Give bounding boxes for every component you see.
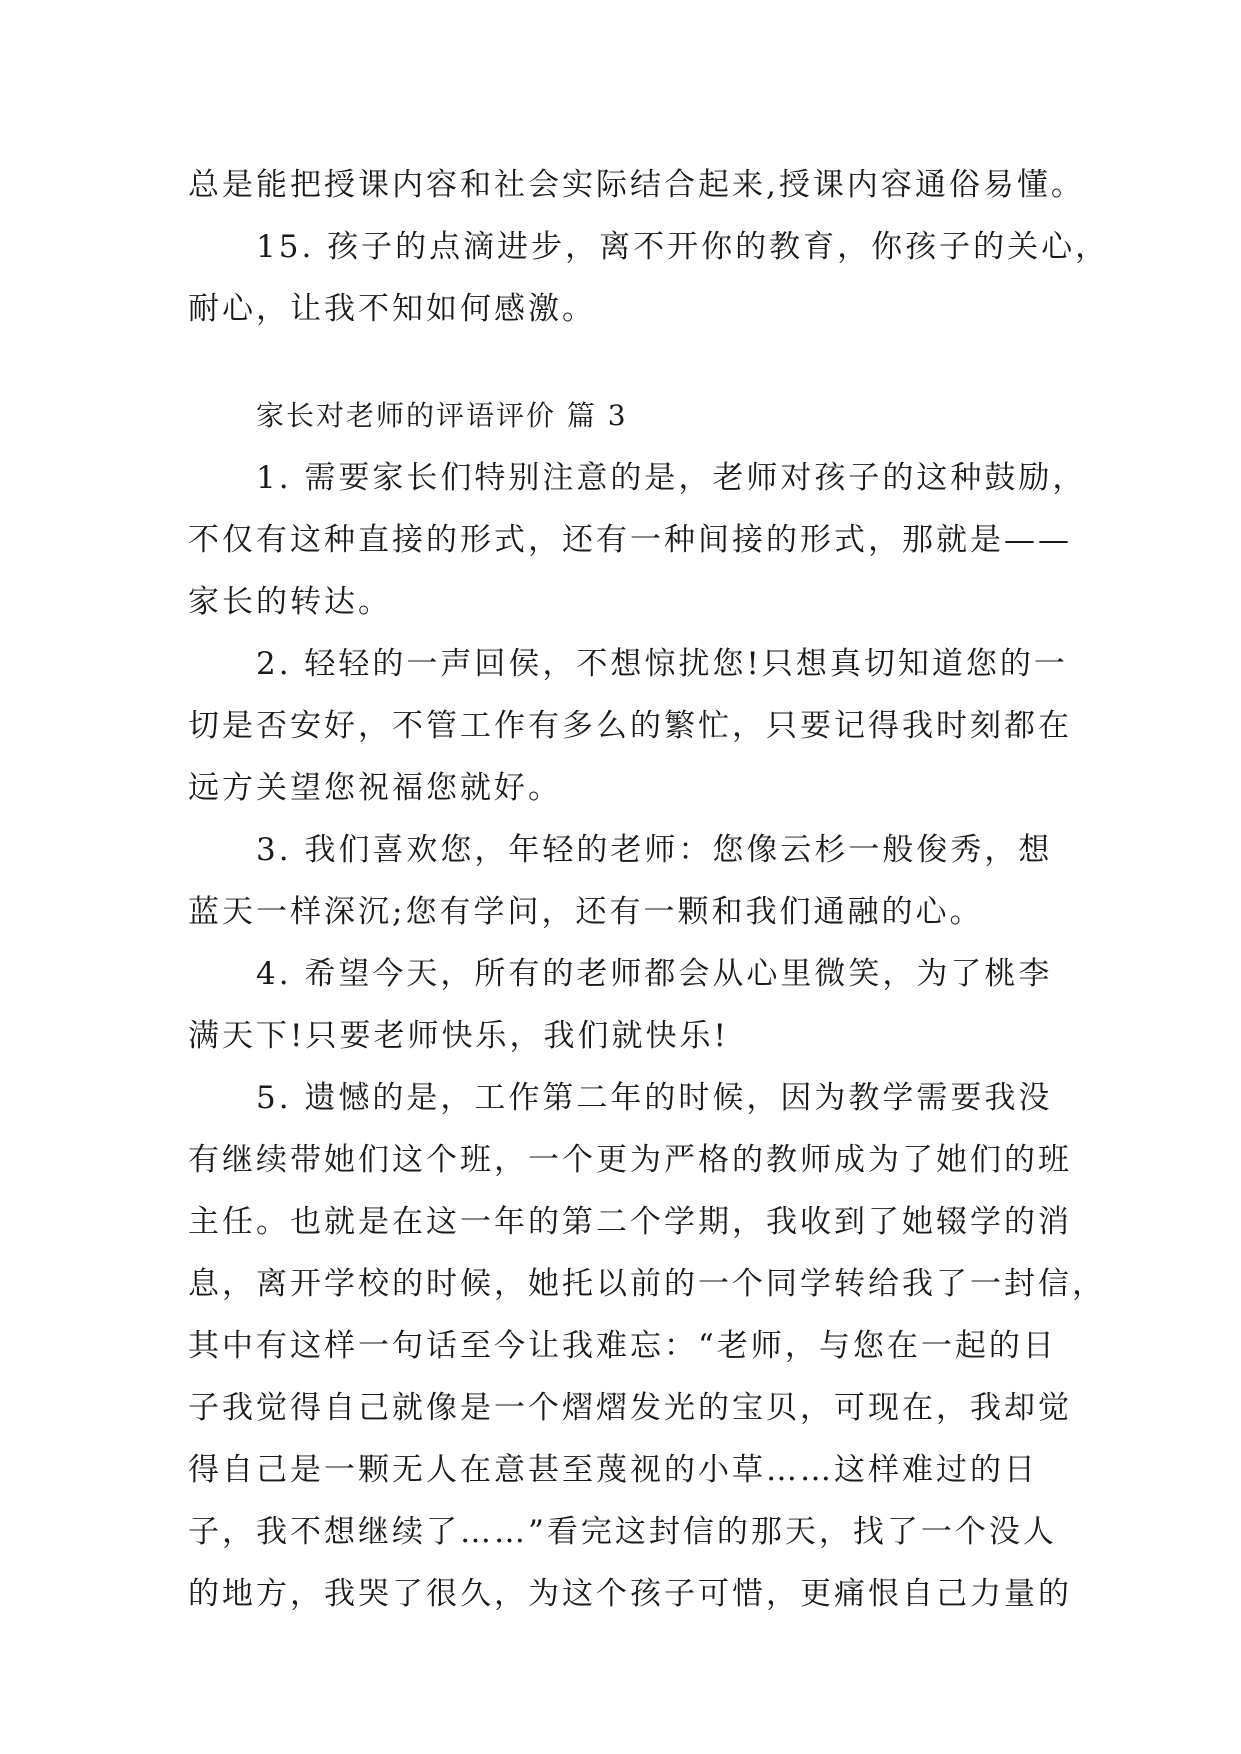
text-line: 耐心，让我不知如何感激。 bbox=[188, 291, 596, 327]
text-line: 其中有这样一句话至今让我难忘：“老师，与您在一起的日 bbox=[188, 1328, 1057, 1364]
list-item-2-line: 2. 轻轻的一声回侯，不想惊扰您!只想真切知道您的一 bbox=[256, 646, 1068, 682]
text-line: 蓝天一样深沉;您有学问，还有一颗和我们通融的心。 bbox=[188, 894, 984, 930]
text-line: 主任。也就是在这一年的第二个学期，我收到了她辍学的消 bbox=[188, 1204, 1072, 1240]
list-item-3-line: 3. 我们喜欢您，年轻的老师：您像云杉一般俊秀，想 bbox=[256, 832, 1053, 868]
list-item-5-line: 5. 遗憾的是，工作第二年的时候，因为教学需要我没 bbox=[256, 1080, 1053, 1116]
text-line: 切是否安好，不管工作有多么的繁忙，只要记得我时刻都在 bbox=[188, 708, 1072, 744]
text-line: 总是能把授课内容和社会实际结合起来,授课内容通俗易懂。 bbox=[188, 167, 1085, 203]
text-line: 有继续带她们这个班，一个更为严格的教师成为了她们的班 bbox=[188, 1142, 1072, 1178]
text-line: 子我觉得自己就像是一个熠熠发光的宝贝，可现在，我却觉 bbox=[188, 1390, 1072, 1426]
section-heading: 家长对老师的评语评价 篇 3 bbox=[256, 399, 628, 432]
list-item-1-line: 1. 需要家长们特别注意的是，老师对孩子的这种鼓励， bbox=[256, 460, 1087, 496]
text-line: 的地方，我哭了很久，为这个孩子可惜，更痛恨自己力量的 bbox=[188, 1576, 1072, 1612]
list-item-15-line: 15. 孩子的点滴进步，离不开你的教育，你孩子的关心， bbox=[256, 229, 1110, 265]
text-line: 子，我不想继续了……”看完这封信的那天，找了一个没人 bbox=[188, 1514, 1057, 1550]
text-line: 得自己是一颗无人在意甚至蔑视的小草……这样难过的日 bbox=[188, 1452, 1038, 1488]
text-line: 息，离开学校的时候，她托以前的一个同学转给我了一封信， bbox=[188, 1266, 1106, 1302]
text-line: 不仅有这种直接的形式，还有一种间接的形式，那就是—— bbox=[188, 522, 1072, 558]
text-line: 满天下!只要老师快乐，我们就快乐! bbox=[188, 1018, 729, 1054]
text-line: 家长的转达。 bbox=[188, 584, 392, 620]
text-line: 远方关望您祝福您就好。 bbox=[188, 770, 562, 806]
list-item-4-line: 4. 希望今天，所有的老师都会从心里微笑，为了桃李 bbox=[256, 956, 1053, 992]
